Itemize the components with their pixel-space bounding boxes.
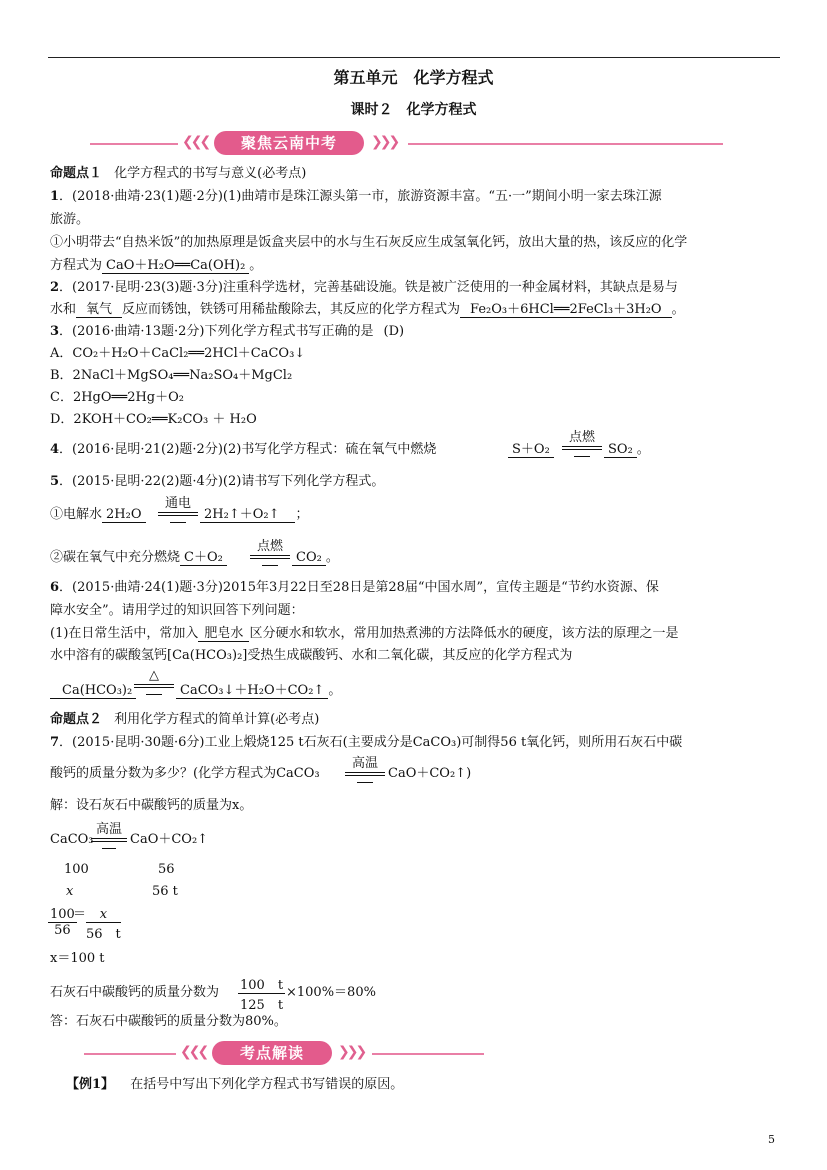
topic1-text: 化学方程式的书写与意义(必考点)	[114, 166, 307, 181]
q5-p1-right: 2H₂↑＋O₂↑	[200, 508, 295, 523]
q7-eq-condition-text: 高温	[95, 822, 122, 837]
q6-line3	[50, 626, 678, 642]
q7-known-56t: 56 t	[152, 884, 178, 899]
q6-stem	[50, 580, 659, 596]
q5-p2-right: CO₂	[292, 551, 326, 566]
q6-line3-prefix: (1)在日常生活中，常加入	[50, 626, 199, 641]
q5-p2-end: 。	[325, 550, 339, 565]
topic2-heading	[50, 712, 319, 728]
q7-percent-result: ×100%＝80%	[286, 985, 376, 1000]
q1-stem-text: ．(2018·曲靖·23(1)题·2分)(1)曲靖市是珠江源头第一市，旅游资源丰富。“五·一”期间小明一家去珠江源	[59, 189, 662, 204]
q6-line3-post: 区分硬水和软水，常用加热煮沸的方法降低水的硬度，该方法的原理之一是	[249, 626, 679, 641]
q7-mass-caco3: 100	[64, 862, 89, 877]
example-line	[66, 1077, 403, 1093]
q5-p2-label: ②碳在氧气中充分燃烧	[50, 550, 181, 565]
q6-eq-right-wrap	[176, 683, 341, 699]
q7-percent-fraction	[238, 974, 285, 1013]
topic2-label: 命题点２	[50, 712, 103, 727]
q5-p1-left: 2H₂O	[102, 508, 145, 523]
q1-num: 1	[50, 189, 60, 204]
q3-option-d: D．2KOH＋CO₂══K₂CO₃ ＋ H₂O	[50, 412, 257, 427]
q4-eq-right	[604, 442, 650, 458]
q5-p2-condition	[250, 535, 290, 566]
q1-answer-line	[50, 258, 262, 274]
q6-condition	[134, 668, 174, 695]
q7-stem-condition	[345, 752, 385, 783]
q6-blank: 肥皂水	[198, 627, 249, 642]
q3-option-c: C．2HgO══2Hg＋O₂	[50, 390, 184, 405]
banner-focus-line-right	[408, 143, 723, 145]
q5-p1-condition	[158, 492, 198, 523]
q7-eq-left: CaCO₃	[50, 832, 94, 847]
q3-stem	[50, 324, 404, 340]
q3-stem-text: ．(2016·曲靖·13题·2分)下列化学方程式书写正确的是	[59, 324, 374, 339]
q7-mass-cao: 56	[158, 862, 175, 877]
q5-stem	[50, 474, 384, 490]
q7-stem-line2-post: CaO＋CO₂↑)	[388, 766, 472, 781]
banner-focus-label: 聚焦云南中考	[214, 131, 364, 155]
q5-p1-condition-text: 通电	[164, 496, 191, 511]
unit-title: 第五单元 化学方程式	[333, 68, 494, 87]
q1-stem-line2: 旅游。	[50, 212, 90, 227]
q4-left: S＋O₂	[508, 443, 554, 458]
q6-left: Ca(HCO₃)₂	[50, 684, 136, 699]
q6-end: 。	[328, 683, 342, 698]
topic1-label: 命题点１	[50, 166, 103, 181]
q5-p1-right-wrap	[200, 507, 309, 523]
q7-stem	[50, 735, 682, 751]
lesson-title: 课时２ 化学方程式	[350, 102, 477, 118]
q4-end: 。	[636, 442, 650, 457]
page-number: 5	[768, 1133, 775, 1146]
q7-stem-condition-text: 高温	[351, 756, 378, 771]
q7-stem-line2-pre: 酸钙的质量分数为多少？(化学方程式为CaCO₃	[50, 766, 320, 781]
topic2-text: 利用化学方程式的简单计算(必考点)	[114, 712, 320, 727]
q1-part1: ①小明带去“自热米饭”的加热原理是饭盒夹层中的水与生石灰反应生成氢氧化钙，放出大量的热，该反应的化学	[50, 235, 688, 250]
q6-stem-line2: 障水安全”。请用学过的知识回答下列问题：	[50, 603, 304, 618]
q7-ratio-right	[86, 907, 121, 942]
q5-stem-text: ．(2015·昆明·22(2)题·4分)(2)请书写下列化学方程式。	[59, 474, 385, 489]
q4-stem-text: ．(2016·昆明·21(2)题·2分)(2)书写化学方程式：硫在氧气中燃烧	[59, 442, 437, 457]
banner-focus: ❮❮❮ 聚焦云南中考 ❯❯❯	[90, 131, 440, 157]
q2-end: 。	[671, 302, 685, 317]
q4-right: SO₂	[604, 443, 637, 458]
q7-ratio-d1: 56	[54, 923, 71, 938]
q2-stem	[50, 280, 678, 296]
q7-ratio-equals: ＝	[73, 907, 87, 922]
q2-num: 2	[50, 280, 60, 295]
q6-eq-left-wrap	[50, 683, 136, 699]
q7-num: 7	[50, 735, 60, 750]
q4-eq-left	[508, 442, 554, 458]
q7-percent-den: 125 t	[240, 998, 284, 1013]
banner-analysis-label: 考点解读	[212, 1041, 332, 1065]
q7-percent-prefix: 石灰石中碳酸钙的质量分数为	[50, 985, 220, 1000]
q2-line2-mid: 反应而锈蚀，铁锈可用稀盐酸除去，其反应的化学方程式为	[122, 302, 461, 317]
q5-p2-right-wrap	[292, 550, 339, 566]
banner-analysis: ❮❮❮ 考点解读 ❯❯❯	[84, 1041, 484, 1067]
q3-answer: (D)	[383, 324, 405, 339]
q2-blank2: Fe₂O₃＋6HCl══2FeCl₃＋3H₂O	[460, 303, 672, 318]
q5-p2	[50, 550, 227, 566]
q7-stem-text: ．(2015·昆明·30题·6分)工业上煅烧125 t石灰石(主要成分是CaCO₃)可制得56 t氧化钙，则所用石灰石中碳	[59, 735, 683, 750]
q3-option-a: A．CO₂＋H₂O＋CaCl₂══2HCl＋CaCO₃↓	[50, 346, 306, 361]
q1-end: 。	[249, 258, 263, 273]
q7-answer: 答：石灰石中碳酸钙的质量分数为80%。	[50, 1014, 287, 1029]
topic1-heading	[50, 166, 306, 182]
q2-line2-prefix: 水和	[50, 302, 77, 317]
q7-unknown-x: x	[66, 884, 74, 899]
q7-ratio-d2: 56 t	[86, 927, 121, 942]
q4-num: 4	[50, 442, 60, 457]
example-text: 在括号中写出下列化学方程式书写错误的原因。	[130, 1077, 404, 1092]
q6-line4: 水中溶有的碳酸氢钙[Ca(HCO₃)₂]受热生成碳酸钙、水和二氧化碳，其反应的化学方程式为	[50, 648, 573, 663]
q7-solution-intro: 解：设石灰石中碳酸钙的质量为x。	[50, 798, 253, 813]
q5-p2-condition-text: 点燃	[256, 539, 283, 554]
q1-answer: CaO＋H₂O══Ca(OH)₂	[102, 259, 249, 274]
q7-eq-condition	[91, 818, 127, 849]
q5-p1-end: ；	[295, 507, 309, 522]
q4-stem	[50, 442, 436, 458]
q3-option-b: B．2NaCl＋MgSO₄══Na₂SO₄＋MgCl₂	[50, 368, 293, 383]
q2-stem-text: ．(2017·昆明·23(3)题·3分)注重科学选材，完善基础设施。铁是被广泛使用的一种金属材料，其缺点是易与	[59, 280, 678, 295]
example-label: 【例1】	[66, 1077, 115, 1092]
q5-num: 5	[50, 474, 60, 489]
q1-answer-prefix: 方程式为	[50, 258, 103, 273]
q5-p1-label: ①电解水	[50, 507, 103, 522]
q2-blank1: 氧气	[76, 303, 122, 318]
q2-line2	[50, 302, 685, 318]
q7-percent-num: 100 t	[238, 974, 285, 994]
q5-p2-left: C＋O₂	[180, 551, 227, 566]
q7-ratio-n1: 100	[50, 907, 75, 922]
q6-num: 6	[50, 580, 60, 595]
q7-eq-right: CaO＋CO₂↑	[130, 832, 209, 847]
top-rule	[48, 57, 780, 58]
q7-result: x＝100 t	[50, 951, 105, 966]
q1-stem	[50, 189, 662, 205]
q5-p1	[50, 507, 146, 523]
q6-right: CaCO₃↓＋H₂O＋CO₂↑	[176, 684, 328, 699]
q3-num: 3	[50, 324, 60, 339]
q4-condition-text: 点燃	[568, 430, 595, 445]
q7-ratio-n2: x	[86, 907, 121, 923]
q6-condition-text: △	[149, 668, 159, 683]
q6-stem-text: ．(2015·曲靖·24(1)题·3分)2015年3月22日至28日是第28届“中国水周”，宣传主题是“节约水资源、保	[59, 580, 659, 595]
q4-condition	[562, 426, 602, 457]
